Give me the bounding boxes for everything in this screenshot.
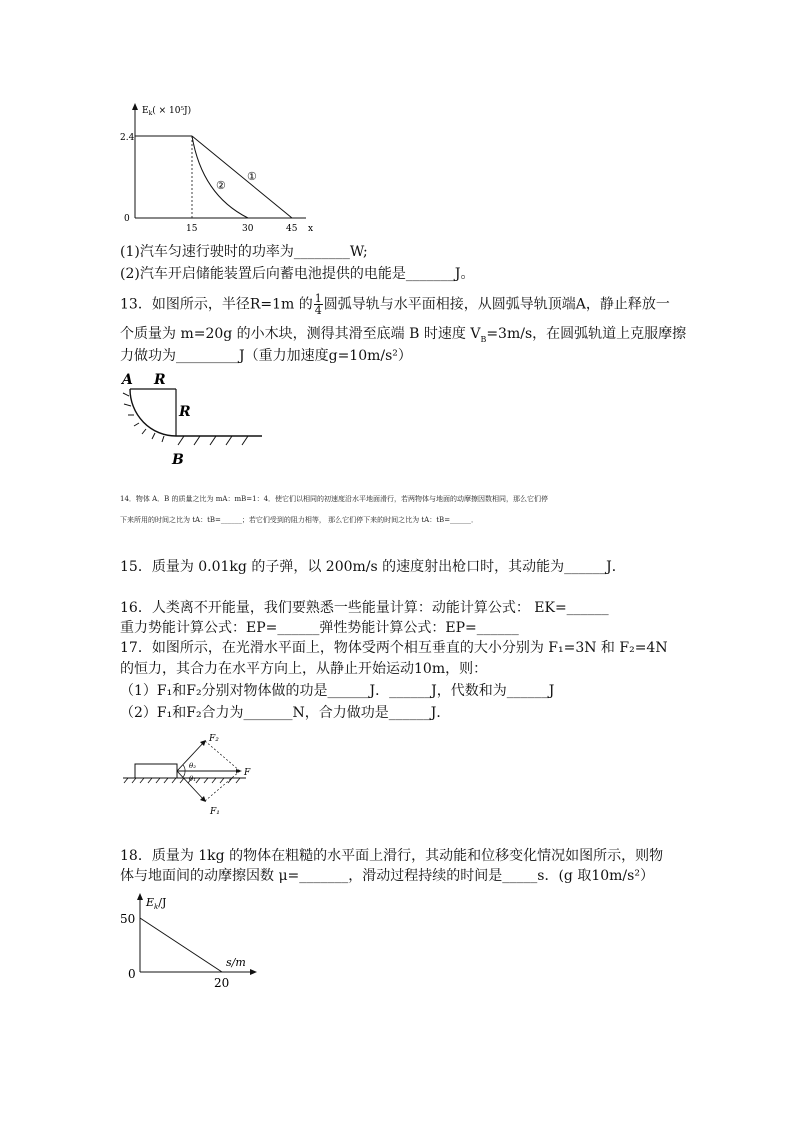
ek-s-graph [118, 890, 268, 992]
f2-label: F₂ [209, 734, 219, 744]
y-axis-label: $E_k( \times 10^5J)$ [142, 106, 192, 117]
one-quarter-fraction: $\frac{1}{4}$ [314, 292, 322, 317]
f1-label: F₁ [210, 807, 220, 817]
label-a: A [122, 372, 133, 388]
q13-line1: 13．如图所示，半径R=1m 的 $\frac{1}{4}$ 圆弧导轨与水平面相接，从圆弧导轨顶端A，静止释放一 [120, 292, 670, 317]
x-tick-15: 15 [186, 224, 198, 234]
curve-1-label: ① [247, 170, 257, 183]
q13-line3: 力做功为_________J（重力加速度g=10m/s²） [120, 348, 412, 364]
curve-2-label: ② [216, 179, 226, 192]
q18-line2: 体与地面间的动摩擦因数 μ=_______，滑动过程持续的时间是_____s．(g 取10m/s²） [120, 868, 654, 884]
force-diagram [120, 728, 270, 820]
x-axis-label: s/m [226, 956, 246, 969]
label-b: B [172, 452, 184, 468]
q14-line2: 下来所用的时间之比为 tA：tB=______；若它们受到的阻力相等， 那么它们停下来的时间之比为 tA：tB=______． [120, 516, 479, 524]
ek-line [140, 918, 222, 972]
q17-line4: （2）F₁和F₂合力为_______N，合力做功是______J． [120, 705, 451, 721]
y-axis-arrow [137, 893, 143, 900]
arc-track [130, 389, 176, 436]
q14-line1: 14．物体 A．B 的质量之比为 mA：mB=1：4．使它们以相同的初速度沿水平地面滑行，若两物体与地面的动摩擦因数相同，那么它们停 [120, 495, 549, 503]
y-axis-label: $E_k/J$ [146, 896, 167, 911]
x-axis-label: x [308, 224, 314, 234]
x-tick-45: 45 [286, 224, 298, 234]
ek-x-graph [120, 100, 320, 235]
q12-part2: (2)汽车开启储能装置后向蓄电池提供的电能是_______J。 [120, 266, 475, 282]
x-tick-20: 20 [214, 976, 230, 990]
f-label: F [244, 768, 251, 778]
curve-1-line [192, 136, 292, 218]
q16-line1: 16．人类离不开能量，我们要熟悉一些能量计算：动能计算公式： EK=______ [120, 600, 609, 616]
y-tick-label: 2.4 [120, 133, 135, 143]
curve-2-line [192, 136, 248, 218]
q13-line2: 个质量为 m=20g 的小木块，测得其滑至底端 B 时速度 $V_B=3m/s$，在圆弧轨道上克服摩擦 [120, 326, 687, 344]
q17-line3: （1）F₁和F₂分别对物体做的功是______J．______J，代数和为______J [120, 683, 555, 699]
origin-label: 0 [128, 967, 136, 981]
q17-line1: 17．如图所示，在光滑水平面上，物体受两个相互垂直的大小分别为 F₁=3N 和 F₂=4N [120, 640, 668, 656]
arc-hatching [123, 393, 164, 442]
block [135, 764, 177, 778]
label-r-side: R [179, 404, 191, 420]
theta1-label: θ₁ [189, 775, 197, 783]
arc-track-diagram [118, 370, 268, 470]
floor-hatching [124, 778, 240, 783]
x-tick-30: 30 [242, 224, 254, 234]
x-axis-arrow [250, 969, 257, 975]
theta2-label: θ₂ [189, 762, 197, 770]
ground-hatching [178, 436, 248, 445]
q12-part1: (1)汽车匀速行驶时的功率为________W; [120, 244, 368, 260]
origin-label: 0 [124, 214, 130, 224]
q16-line2: 重力势能计算公式：EP=______弹性势能计算公式：EP=______ [120, 620, 519, 636]
q17-line2: 的恒力，其合力在水平方向上，从静止开始运动10m，则： [120, 661, 488, 677]
dashed-parallelogram-2 [205, 771, 240, 801]
dashed-parallelogram-1 [205, 741, 240, 771]
y-axis-arrow [132, 103, 138, 110]
y-tick-50: 50 [120, 912, 136, 926]
label-r-top: R [154, 372, 166, 388]
resultant-arrowhead [236, 769, 242, 773]
q15-text: 15．质量为 0.01kg 的子弹，以 200m/s 的速度射出枪口时，其动能为______J． [120, 559, 626, 575]
q18-line1: 18．质量为 1kg 的物体在粗糙的水平面上滑行，其动能和位移变化情况如图所示，则物 [120, 848, 664, 864]
